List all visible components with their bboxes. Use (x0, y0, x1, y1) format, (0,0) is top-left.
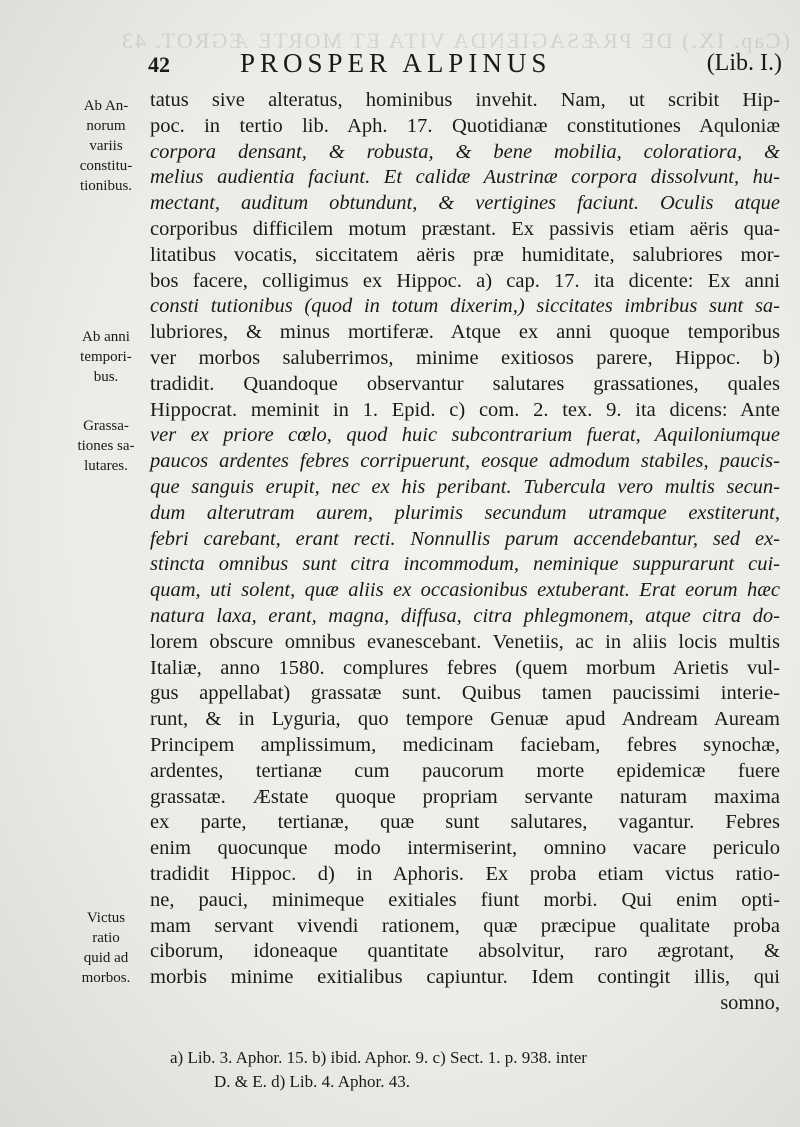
margin-note-line: tionibus. (79, 178, 133, 194)
margin-note-line: ratio (92, 930, 120, 946)
text-line: ciborum, idoneaque quantitate absolvitur, raro ægrotant, & (150, 940, 780, 963)
margin-note-line: lutares. (84, 458, 128, 474)
text-line: tradidit Hippoc. d) in Aphoris. Ex proba etiam victus ratio- (150, 862, 780, 885)
text-line: febri carebant, erant recti. Nonnullis parum accendebantur, sed ex- (150, 527, 780, 550)
text-line: quam, uti solent, quæ aliis ex occasionibus extuberant. Erat eorum hæc (150, 579, 780, 602)
text-line: Italiæ, anno 1580. complures febres (quem morbum Arietis vul- (150, 656, 780, 679)
margin-note-grassationes (68, 416, 144, 476)
margin-note-line: Ab anni (82, 329, 130, 345)
text-line: bos facere, colligimus ex Hippoc. a) cap. 17. ita dicente: Ex anni (150, 269, 780, 292)
margin-note-ab-annorum (68, 96, 144, 196)
margin-note-victus-ratio (68, 908, 144, 988)
text-line: que sanguis erupit, nec ex his peribant. Tubercula vero multis secun- (150, 475, 780, 498)
margin-note-ab-anni (68, 327, 144, 387)
margin-note-line: Ab An- (83, 98, 129, 114)
text-line: tatus sive alteratus, hominibus invehit. Nam, ut scribit Hip- (150, 89, 780, 111)
margin-note-line: bus. (93, 369, 119, 385)
running-title: PROSPER ALPINUS (240, 48, 552, 78)
text-line: paucos ardentes febres corripuerunt, eosque admodum stabiles, paucis- (150, 450, 780, 473)
text-line: melius audientia faciunt. Et calidæ Austrinæ corpora dissolvunt, hu- (150, 166, 780, 189)
text-line: Principem amplissimum, medicinam faciebam, febres synochæ, (150, 733, 780, 756)
text-line: mectant, auditum obtundunt, & vertigines faciunt. Oculis atque (150, 192, 780, 215)
text-line: poc. in tertio lib. Aph. 17. Quotidianæ constitutiones Aquloniæ (150, 114, 780, 137)
text-line: ver morbos saluberrimos, minime exitiosos parere, Hippoc. b) (150, 346, 780, 369)
text-line: gus appellabat) grassatæ sunt. Quibus tamen paucissimi interie- (150, 682, 780, 705)
margin-note-line: Victus (86, 910, 126, 926)
text-line: lorem obscure omnibus evanescebant. Venetiis, ac in aliis locis multis (150, 630, 780, 653)
margin-note-line: tempori- (80, 349, 132, 365)
body-text (150, 88, 780, 1017)
text-line: ne, pauci, minimeque exitiales fiunt morbi. Qui enim opti- (150, 888, 780, 911)
bleed-through-text: (Cap. IX.) DE PRÆSAGIENDA VITA ET MORTE ÆGROT. 43 (120, 28, 790, 53)
margin-note-line: morbos. (81, 970, 131, 986)
margin-note-line: variis (89, 138, 123, 154)
page-number: 42 (148, 52, 170, 77)
text-line: lubriores, & minus mortiferæ. Atque ex anni quoque temporibus (150, 321, 780, 344)
text-line: tradidit. Quandoque observantur salutares grassationes, quales (150, 372, 780, 395)
text-line: ardentes, tertianæ cum paucorum morte epidemicæ fuere (150, 759, 780, 782)
text-line: corpora densant, & robusta, & bene mobilia, coloratiora, & (150, 140, 780, 163)
margin-note-line: norum (86, 118, 126, 134)
text-line: mam servant vivendi rationem, quæ præcipue qualitate proba (150, 914, 780, 937)
text-line: morbis minime exitialibus capiuntur. Idem contingit illis, qui (150, 966, 780, 989)
text-line: enim quocunque modo intermiserint, omnino vacare periculo (150, 837, 780, 860)
text-line: stincta omnibus sunt citra incommodum, neminique suppurarunt cui- (150, 553, 780, 576)
page-header (148, 46, 782, 80)
text-line: consti tutionibus (quod in totum dixerim,) siccitates imbribus sunt sa- (150, 295, 780, 318)
margin-note-line: Grassa- (83, 418, 129, 434)
text-line: runt, & in Lyguria, quo tempore Genuæ apud Andream Auream (150, 708, 780, 731)
margin-note-line: quid ad (83, 950, 129, 966)
margin-note-line: constitu- (79, 158, 133, 174)
text-line: corporibus difficilem motum præstant. Ex passivis etiam aëris qua- (150, 217, 780, 240)
book-section-label: (Lib. I.) (706, 50, 782, 76)
margin-note-line: tiones sa- (77, 438, 135, 454)
text-line: Hippocrat. meminit in 1. Epid. c) com. 2. tex. 9. ita dicens: Ante (150, 398, 780, 421)
catchword: somno, (720, 991, 780, 1014)
footnote-line: D. & E. d) Lib. 4. Aphor. 43. (214, 1072, 410, 1091)
text-line: ver ex priore cœlo, quod huic subcontrarium fuerat, Aquiloniumque (150, 424, 780, 447)
text-line: litatibus vocatis, siccitatem aëris præ humiditate, salubriores mor- (150, 243, 780, 266)
footnote-line: a) Lib. 3. Aphor. 15. b) ibid. Aphor. 9. c) Sect. 1. p. 938. inter (170, 1048, 587, 1067)
text-line: grassatæ. Æstate quoque propriam servante naturam maxima (150, 785, 780, 808)
footnotes (170, 1046, 790, 1094)
text-line: dum alterutram aurem, plurimis secundum utramque exstiterunt, (150, 501, 780, 524)
text-line: natura laxa, erant, magna, diffusa, citra phlegmonem, atque citra do- (150, 604, 780, 627)
text-line: ex parte, tertianæ, quæ sunt salutares, vagantur. Febres (150, 811, 780, 834)
